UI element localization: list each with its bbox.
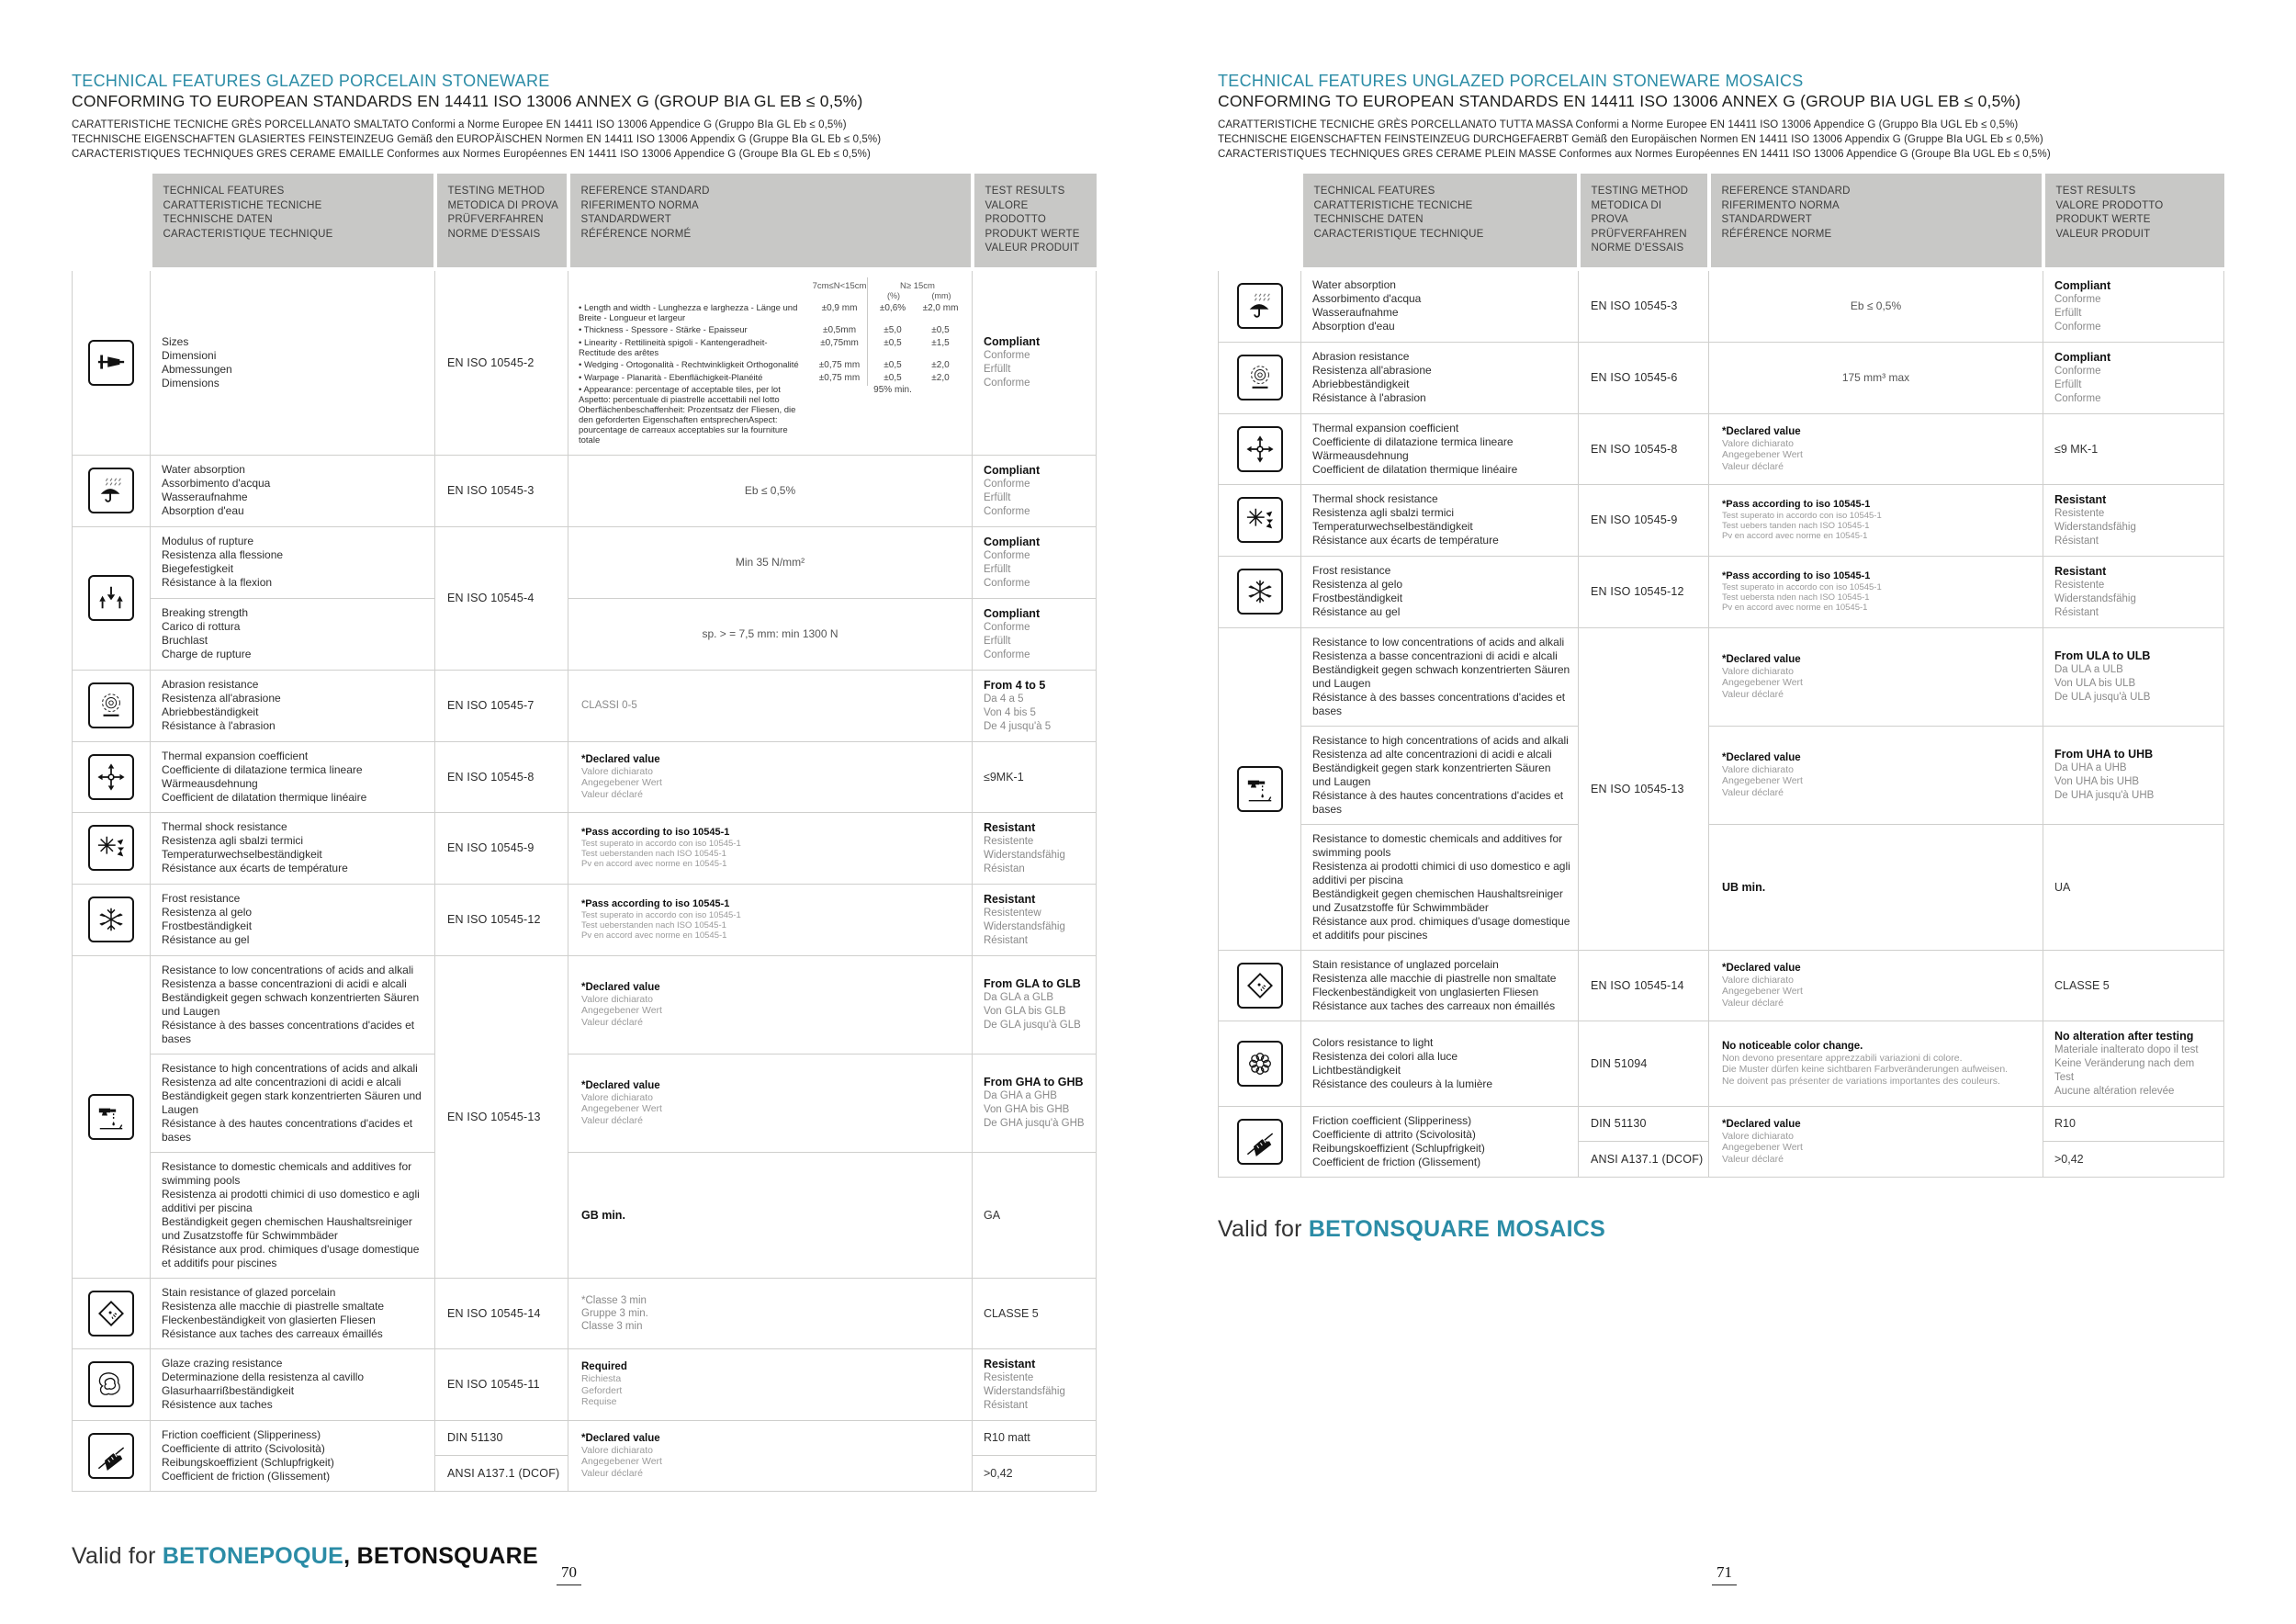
reference-standard-cell: No noticeable color change. Non devono presentare apprezzabili variazioni di colore. Die Muster dürfen keine sichtbaren Farbveränderungen aufweisen. Ne doivent pas présenter de variations importantes des couleurs. — [1709, 1021, 2043, 1106]
test-result-cell: No alteration after testing Materiale inalterato dopo il test Keine Veränderung nach dem Test Aucune altération relevée — [2043, 1021, 2224, 1106]
catalog-page-71 — [1218, 72, 2228, 1243]
test-result-cell: Compliant Conforme Erfüllt Conforme — [2043, 342, 2224, 413]
spec-row — [73, 1348, 1097, 1420]
reference-standard-cell: *Declared value Valore dichiarato Angegebener Wert Valeur déclaré — [1709, 950, 2043, 1021]
spec-row — [73, 1420, 1097, 1456]
spec-row — [1219, 1106, 2224, 1142]
water-absorption-icon — [88, 468, 134, 513]
testing-method-cell: EN ISO 10545-13 — [1579, 627, 1709, 950]
icon-cell — [73, 526, 151, 670]
test-result-cell: CLASSE 5 — [973, 1278, 1097, 1348]
feature-cell: Sizes Dimensioni Abmessungen Dimensions — [151, 269, 435, 456]
test-result-cell: Resistant Resistentew Widerstandsfähig Résistant — [973, 884, 1097, 955]
icon-cell — [73, 1278, 151, 1348]
test-result-cell: Compliant Conforme Erfüllt Conforme — [973, 598, 1097, 670]
reference-standard-cell: Eb ≤ 0,5% — [568, 455, 973, 526]
size-tolerance-item: • Thickness - Spessore - Stärke - Epaisseur ±0,5mm ±5,0 ±0,5 — [579, 325, 950, 335]
test-result-cell: From 4 to 5 Da 4 a 5 Von 4 bis 5 De 4 jusqu'à 5 — [973, 670, 1097, 741]
test-result-cell: Resistant Resistente Widerstandsfähig Résistant — [2043, 484, 2224, 556]
test-result-cell: >0,42 — [2043, 1142, 2224, 1178]
reference-standard-cell: *Declared value Valore dichiarato Angegebener Wert Valeur déclaré — [1709, 627, 2043, 726]
icon-cell — [1219, 627, 1301, 950]
icon-cell — [73, 1420, 151, 1491]
column-header-reference-standard: REFERENCE STANDARD RIFERIMENTO NORMA STANDARDWERT RÉFÉRENCE NORME — [1709, 174, 2043, 269]
reference-standard-cell: Required Richiesta Gefordert Requise — [568, 1348, 973, 1420]
conformity-lines — [72, 118, 1096, 162]
table-header-row — [73, 174, 1097, 269]
feature-cell: Resistance to domestic chemicals and additives for swimming pools Resistenza ai prodotti chimici di uso domestico e agli additivi per piscina Beständigkeit gegen chemischen Haushaltsreiniger und Zusatzstoffe für Schwimmbäder Résistance aux prod. chimiques d'usage domestique et additifs pour piscines — [151, 1152, 435, 1278]
icon-column-header — [1219, 174, 1301, 269]
spec-row — [73, 269, 1097, 456]
testing-method-cell: DIN 51130 — [435, 1420, 568, 1456]
reference-standard-cell: *Declared value Valore dichiarato Angegebener Wert Valeur déclaré — [1709, 726, 2043, 824]
caliper-icon — [88, 340, 134, 386]
feature-cell: Thermal shock resistance Resistenza agli sbalzi termici Temperaturwechselbeständigkeit Résistance aux écarts de température — [1301, 484, 1579, 556]
reference-standard-cell: *Pass according to iso 10545-1 Test superato in accordo con iso 10545-1 Test ueberstanden nach ISO 10545-1 Pv en accord avec norme en 10545-1 — [568, 884, 973, 955]
testing-method-cell: EN ISO 10545-14 — [1579, 950, 1709, 1021]
conformity-line-de: TECHNISCHE EIGENSCHAFTEN FEINSTEINZEUG DURCHGEFAERBT Gemäß den Europäischen Normen EN 14411 ISO 13006 Appendix G (Gruppe BIa UGL Eb ≤ 0,5%) — [1218, 134, 2043, 145]
test-result-cell: Compliant Conforme Erfüllt Conforme — [973, 455, 1097, 526]
test-result-cell: ≤9MK-1 — [973, 741, 1097, 812]
testing-method-cell: EN ISO 10545-6 — [1579, 342, 1709, 413]
spec-row — [1219, 342, 2224, 413]
test-result-cell: Resistant Resistente Widerstandsfähig Résistant — [2043, 556, 2224, 627]
icon-cell — [1219, 484, 1301, 556]
valid-for-brands — [1309, 1216, 1605, 1242]
spec-row — [1219, 556, 2224, 627]
spec-row — [73, 812, 1097, 884]
spec-row — [1219, 484, 2224, 556]
feature-cell: Friction coefficient (Slipperiness) Coefficiente di attrito (Scivolosità) Reibungskoeffizient (Schlupfrigkeit) Coefficient de friction (Glissement) — [151, 1420, 435, 1491]
feature-cell: Frost resistance Resistenza al gelo Frostbeständigkeit Résistance au gel — [151, 884, 435, 955]
flexure-icon — [88, 575, 134, 621]
brand-name: BETONSQUARE MOSAICS — [1308, 1215, 1606, 1242]
reference-standard-cell: *Declared value Valore dichiarato Angegebener Wert Valeur déclaré — [1709, 1106, 2043, 1177]
reference-standard-cell: CLASSI 0-5 — [568, 670, 973, 741]
feature-cell: Resistance to low concentrations of acids and alkali Resistenza a basse concentrazioni di acidi e alcali Beständigkeit gegen schwach konzentrierten Säuren und Laugen Résistance à des basses concentrations d'acides et bases — [1301, 627, 1579, 726]
valid-for-brands — [163, 1543, 538, 1569]
abrasion-icon — [88, 682, 134, 728]
column-header-test-results: TEST RESULTS VALORE PRODOTTO PRODUKT WERTE VALEUR PRODUIT — [973, 174, 1097, 269]
reference-standard-cell: *Pass according to iso 10545-1 Test superato in accordo con iso 10545-1 Test uebers tanden nach ISO 10545-1 Pv en accord avec norme en 10545-1 — [1709, 484, 2043, 556]
testing-method-cell: EN ISO 10545-7 — [435, 670, 568, 741]
spec-row — [73, 1054, 1097, 1152]
test-result-cell: From ULA to ULB Da ULA a ULB Von ULA bis ULB De ULA jusqu'à ULB — [2043, 627, 2224, 726]
test-result-cell: GA — [973, 1152, 1097, 1278]
icon-cell — [1219, 413, 1301, 484]
column-header-test-results: TEST RESULTS VALORE PRODOTTO PRODUKT WERTE VALEUR PRODUIT — [2043, 174, 2224, 269]
testing-method-cell: EN ISO 10545-8 — [1579, 413, 1709, 484]
testing-method-cell: EN ISO 10545-2 — [435, 269, 568, 456]
spec-row — [73, 455, 1097, 526]
valid-for-note — [1218, 1216, 2228, 1243]
testing-method-cell: EN ISO 10545-4 — [435, 526, 568, 670]
test-result-cell: CLASSE 5 — [2043, 950, 2224, 1021]
test-result-cell: Compliant Conforme Erfüllt Conforme — [2043, 269, 2224, 343]
reference-standard-cell — [568, 269, 973, 456]
feature-cell: Thermal expansion coefficient Coefficiente di dilatazione termica lineare Wärmeausdehnung Coefficient de dilatation thermique linéaire — [151, 741, 435, 812]
icon-cell — [73, 455, 151, 526]
test-result-cell: Compliant Conforme Erfüllt Conforme — [973, 526, 1097, 598]
spec-row — [73, 884, 1097, 955]
reference-standard-cell: *Pass according to iso 10545-1 Test superato in accordo con iso 10545-1 Test ueberstanden nach ISO 10545-1 Pv en accord avec norme en 10545-1 — [568, 812, 973, 884]
testing-method-cell: EN ISO 10545-13 — [435, 955, 568, 1278]
friction-icon — [88, 1433, 134, 1479]
feature-cell: Abrasion resistance Resistenza all'abrasione Abriebbeständigkeit Résistance à l'abrasion — [151, 670, 435, 741]
technical-spec-table — [72, 174, 1097, 1492]
chemical-icon — [88, 1094, 134, 1140]
feature-cell: Water absorption Assorbimento d'acqua Wasseraufnahme Absorption d'eau — [151, 455, 435, 526]
icon-cell — [1219, 1021, 1301, 1106]
brand-name: BETONEPOQUE — [162, 1542, 344, 1569]
size-tolerance-item: • Linearity - Rettilineità spigoli - Kantengeradheit- Rectitude des arêtes ±0,75mm ±0,5 ±1,5 — [579, 337, 950, 358]
size-tolerance-item: • Wedging - Ortogonalità - Rechtwinkligkeit Orthogonalité ±0,75 mm ±0,5 ±2,0 — [579, 360, 950, 370]
spec-row — [1219, 627, 2224, 726]
reference-standard-cell: GB min. — [568, 1152, 973, 1278]
conformity-line-fr: CARACTERISTIQUES TECHNIQUES GRES CERAME PLEIN MASSE Conformes aux Normes Européennes EN 14411 ISO 13006 Appendice G (Groupe BIa UGL Eb ≤ 0,5%) — [1218, 149, 2051, 160]
chemical-icon — [1237, 766, 1283, 812]
spec-row — [1219, 269, 2224, 343]
thermal-shock-icon — [1237, 497, 1283, 543]
water-absorption-icon — [1237, 283, 1283, 329]
feature-cell: Modulus of rupture Resistenza alla flessione Biegefestigkeit Résistance à la flexion — [151, 526, 435, 598]
spec-row — [1219, 1021, 2224, 1106]
feature-cell: Frost resistance Resistenza al gelo Frostbeständigkeit Résistance au gel — [1301, 556, 1579, 627]
spec-row — [73, 670, 1097, 741]
feature-cell: Stain resistance of unglazed porcelain Resistenza alle macchie di piastrelle non smaltate Fleckenbeständigkeit von unglasierten Fliesen Résistance aux taches des carreaux non émaillés — [1301, 950, 1579, 1021]
reference-standard-cell: 175 mm³ max — [1709, 342, 2043, 413]
column-header-technical-features: TECHNICAL FEATURES CARATTERISTICHE TECNICHE TECHNISCHE DATEN CARACTERISTIQUE TECHNIQUE — [1301, 174, 1579, 269]
testing-method-cell: DIN 51130 — [1579, 1106, 1709, 1142]
testing-method-cell: EN ISO 10545-11 — [435, 1348, 568, 1420]
icon-cell — [73, 741, 151, 812]
test-result-cell: Resistant Resistente Widerstandsfähig Résistan — [973, 812, 1097, 884]
column-header-testing-method: TESTING METHOD METODICA DI PROVA PRÜFVERFAHREN NORME D'ESSAIS — [1579, 174, 1709, 269]
test-result-cell: From GHA to GHB Da GHA a GHB Von GHA bis GHB De GHA jusqu'à GHB — [973, 1054, 1097, 1152]
feature-cell: Resistance to high concentrations of acids and alkali Resistenza ad alte concentrazioni di acidi e alcali Beständigkeit gegen stark konzentrierten Säuren und Laugen Résistance à des hautes concentrations d'acides et bases — [151, 1054, 435, 1152]
spec-table-unglazed-mosaics — [1218, 174, 2228, 1178]
feature-cell: Resistance to low concentrations of acids and alkali Resistenza a basse concentrazioni di acidi e alcali Beständigkeit gegen schwach konzentrierten Säuren und Laugen Résistance à des basses concentrations d'acides et bases — [151, 955, 435, 1054]
page-number-right: 71 — [1712, 1563, 1737, 1585]
icon-column-header — [73, 174, 151, 269]
spec-row — [1219, 824, 2224, 950]
spec-row — [73, 1152, 1097, 1278]
testing-method-cell: EN ISO 10545-9 — [435, 812, 568, 884]
reference-standard-cell: *Declared value Valore dichiarato Angegebener Wert Valeur déclaré — [568, 955, 973, 1054]
test-result-cell: Resistant Resistente Widerstandsfähig Résistant — [973, 1348, 1097, 1420]
spec-row — [73, 526, 1097, 598]
thermal-expansion-icon — [88, 754, 134, 800]
icon-cell — [1219, 1106, 1301, 1177]
reference-standard-cell: *Declared value Valore dichiarato Angegebener Wert Valeur déclaré — [1709, 413, 2043, 484]
reference-standard-cell: Min 35 N/mm² — [568, 526, 973, 598]
testing-method-cell: EN ISO 10545-9 — [1579, 484, 1709, 556]
icon-cell — [73, 812, 151, 884]
reference-standard-cell: *Declared value Valore dichiarato Angegebener Wert Valeur déclaré — [568, 1420, 973, 1491]
frost-icon — [1237, 569, 1283, 615]
test-result-cell: R10 — [2043, 1106, 2224, 1142]
spec-row — [73, 741, 1097, 812]
feature-cell: Glaze crazing resistance Determinazione della resistenza al cavillo Glasurhaarrißbeständigkeit Résistence aux taches — [151, 1348, 435, 1420]
valid-for-note — [72, 1543, 1096, 1570]
reference-standard-cell: Eb ≤ 0,5% — [1709, 269, 2043, 343]
reference-standard-cell: *Declared value Valore dichiarato Angegebener Wert Valeur déclaré — [568, 741, 973, 812]
feature-cell: Colors resistance to light Resistenza dei colori alla luce Lichtbeständigkeit Résistance des couleurs à la lumière — [1301, 1021, 1579, 1106]
test-result-cell: ≤9 MK-1 — [2043, 413, 2224, 484]
testing-method-cell: ANSI A137.1 (DCOF) — [435, 1456, 568, 1492]
size-tolerance-item: • Warpage - Planarità - Ebenflächigkeit-Planéité ±0,75 mm ±0,5 ±2,0 — [579, 372, 950, 383]
icon-cell — [1219, 342, 1301, 413]
column-header-reference-standard: REFERENCE STANDARD RIFERIMENTO NORMA STANDARDWERT RÉFÉRENCE NORMÉ — [568, 174, 973, 269]
frost-icon — [88, 897, 134, 942]
stain-icon — [88, 1291, 134, 1336]
testing-method-cell: EN ISO 10545-12 — [435, 884, 568, 955]
page-title: TECHNICAL FEATURES GLAZED PORCELAIN STONEWARE — [72, 72, 550, 90]
stain-icon — [1237, 963, 1283, 1009]
catalog-page-70 — [72, 72, 1096, 1570]
feature-cell: Resistance to high concentrations of acids and alkali Resistenza ad alte concentrazioni di acidi e alcali Beständigkeit gegen stark konzentrierten Säuren und Laugen Résistance à des hautes concentrations d'acides et bases — [1301, 726, 1579, 824]
conformity-heading: CONFORMING TO EUROPEAN STANDARDS EN 14411 ISO 13006 ANNEX G (GROUP BIA UGL EB ≤ 0,5%) — [1218, 92, 2021, 110]
icon-cell — [1219, 556, 1301, 627]
glaze-crazing-icon — [88, 1361, 134, 1407]
icon-cell — [73, 269, 151, 456]
icon-cell — [73, 670, 151, 741]
reference-standard-cell: UB min. — [1709, 824, 2043, 950]
reference-standard-cell: *Declared value Valore dichiarato Angegebener Wert Valeur déclaré — [568, 1054, 973, 1152]
reference-standard-cell: sp. > = 7,5 mm: min 1300 N — [568, 598, 973, 670]
valid-for-label: Valid for — [72, 1542, 163, 1569]
icon-cell — [1219, 950, 1301, 1021]
abrasion-icon — [1237, 355, 1283, 400]
icon-cell — [73, 884, 151, 955]
test-result-cell: From GLA to GLB Da GLA a GLB Von GLA bis GLB De GLA jusqu'à GLB — [973, 955, 1097, 1054]
test-result-cell: R10 matt — [973, 1420, 1097, 1456]
test-result-cell: >0,42 — [973, 1456, 1097, 1492]
feature-cell: Resistance to domestic chemicals and additives for swimming pools Resistenza ai prodotti chimici di uso domestico e agli additivi per piscina Beständigkeit gegen chemischen Haushaltsreiniger und Zusatzstoffe für Schwimmbäder Résistance aux prod. chimiques d'usage domestique et additifs pour piscines — [1301, 824, 1579, 950]
icon-cell — [1219, 269, 1301, 343]
thermal-shock-icon — [88, 825, 134, 871]
conformity-line-de: TECHNISCHE EIGENSCHAFTEN GLASIERTES FEINSTEINZEUG Gemäß den EUROPÄISCHEN Normen EN 14411 ISO 13006 Appendix G (Gruppe BIa GL Eb ≤ 0,5%) — [72, 134, 882, 145]
feature-cell: Thermal expansion coefficient Coefficiente di dilatazione termica lineare Wärmeausdehnung Coefficient de dilatation thermique linéaire — [1301, 413, 1579, 484]
test-result-cell: Compliant Conforme Erfüllt Conforme — [973, 269, 1097, 456]
valid-for-label: Valid for — [1218, 1215, 1309, 1242]
color-light-icon — [1237, 1041, 1283, 1087]
size-tolerance-item: • Appearance: percentage of acceptable tiles, per lot Aspetto: percentuale di piastrelle accettabili nel lotto Oberflächenbeschaffenheit: Prozentsatz der Fliesen, die den geforderten Eigenschaften entsprechenAspect: pourcentage de carreaux acceptables sur la fourniture totale 95% min. — [579, 385, 912, 445]
size-tolerance-item: • Length and width - Lunghezza e larghezza - Länge und Breite - Longueur et largeur ±0,9 mm ±0,6% ±2,0 mm — [579, 302, 959, 323]
conformity-line-it: CARATTERISTICHE TECNICHE GRÈS PORCELLANATO SMALTATO Conformi a Norme Europee EN 14411 ISO 13006 Appendice G (Gruppo BIa GL Eb ≤ 0,5%) — [72, 119, 847, 130]
icon-cell — [73, 1348, 151, 1420]
feature-cell: Friction coefficient (Slipperiness) Coefficiente di attrito (Scivolosità) Reibungskoeffizient (Schlupfrigkeit) Coefficient de friction (Glissement) — [1301, 1106, 1579, 1177]
testing-method-cell: DIN 51094 — [1579, 1021, 1709, 1106]
feature-cell: Thermal shock resistance Resistenza agli sbalzi termici Temperaturwechselbeständigkeit Résistance aux écarts de température — [151, 812, 435, 884]
spec-row — [1219, 726, 2224, 824]
conformity-line-fr: CARACTERISTIQUES TECHNIQUES GRES CERAME EMAILLE Conformes aux Normes Européennes EN 14411 ISO 13006 Appendice G (Groupe BIa GL Eb ≤ 0,5%) — [72, 149, 871, 160]
feature-cell: Abrasion resistance Resistenza all'abrasione Abriebbeständigkeit Résistance à l'abrasion — [1301, 342, 1579, 413]
technical-spec-table — [1218, 174, 2224, 1178]
column-header-technical-features: TECHNICAL FEATURES CARATTERISTICHE TECNICHE TECHNISCHE DATEN CARACTERISTIQUE TECHNIQUE — [151, 174, 435, 269]
reference-standard-cell: *Pass according to iso 10545-1 Test superato in accordo con iso 10545-1 Test uebersta nden nach ISO 10545-1 Pv en accord avec norme en 10545-1 — [1709, 556, 2043, 627]
testing-method-cell: EN ISO 10545-14 — [435, 1278, 568, 1348]
testing-method-cell: EN ISO 10545-3 — [435, 455, 568, 526]
brand-name: , — [343, 1542, 357, 1569]
test-result-cell: UA — [2043, 824, 2224, 950]
table-header-row — [1219, 174, 2224, 269]
page-title: TECHNICAL FEATURES UNGLAZED PORCELAIN STONEWARE MOSAICS — [1218, 72, 1804, 90]
feature-cell: Breaking strength Carico di rottura Bruchlast Charge de rupture — [151, 598, 435, 670]
page-number-left: 70 — [557, 1563, 581, 1585]
conformity-heading: CONFORMING TO EUROPEAN STANDARDS EN 14411 ISO 13006 ANNEX G (GROUP BIA GL EB ≤ 0,5%) — [72, 92, 863, 110]
size-tolerances-block: 7cm≤N<15cm N≥ 15cm (%) (mm) • Length and width - Lunghezza e larghezza - Länge und Breite - Longueur et largeur ±0,9 mm ±0,6% ±2,0 mm • Thickness - Spessore - Stärke - Epaisseur ±0,5mm ±5,0 ±0,5 • Linearity - Rettilineità spigoli - Kantengeradheit- Rectitude des arêtes ±0,75mm ±0,5 ±1,5 • Wedging - Ortogonalità - Rechtwinkligkeit Orthogonalité ±0,75 mm ±0,5 ±2,0 • Warpage - Planarità - Ebenflächigkeit-Planéité ±0,75 mm ±0,5 ±2,0 • Appearance: percentage of acceptable tiles, per lot Aspetto: percentuale di piastrelle accettabili nel lotto Oberflächenbeschaffenheit: Prozentsatz der Fliesen, die den geforderten Eigenschaften entsprechenAspect: pourcentage de carreaux acceptables sur la fourniture totale 95% min. — [569, 272, 971, 454]
conformity-lines — [1218, 118, 2228, 162]
column-header-testing-method: TESTING METHOD METODICA DI PROVA PRÜFVERFAHREN NORME D'ESSAIS — [435, 174, 568, 269]
spec-row — [73, 955, 1097, 1054]
testing-method-cell: EN ISO 10545-12 — [1579, 556, 1709, 627]
feature-cell: Water absorption Assorbimento d'acqua Wasseraufnahme Absorption d'eau — [1301, 269, 1579, 343]
spec-row — [1219, 413, 2224, 484]
test-result-cell: From UHA to UHB Da UHA a UHB Von UHA bis UHB De UHA jusqu'à UHB — [2043, 726, 2224, 824]
conformity-line-it: CARATTERISTICHE TECNICHE GRÈS PORCELLANATO TUTTA MASSA Conformi a Norme Europee EN 14411 ISO 13006 Appendice G (Gruppo BIa UGL Eb ≤ 0,5%) — [1218, 119, 2019, 130]
spec-row — [73, 598, 1097, 670]
spec-table-glazed — [72, 174, 1096, 1492]
brand-name: BETONSQUARE — [356, 1542, 538, 1569]
testing-method-cell: EN ISO 10545-8 — [435, 741, 568, 812]
spec-row — [1219, 950, 2224, 1021]
testing-method-cell: ANSI A137.1 (DCOF) — [1579, 1142, 1709, 1178]
testing-method-cell: EN ISO 10545-3 — [1579, 269, 1709, 343]
friction-icon — [1237, 1119, 1283, 1165]
icon-cell — [73, 955, 151, 1278]
thermal-expansion-icon — [1237, 426, 1283, 472]
feature-cell: Stain resistance of glazed porcelain Resistenza alle macchie di piastrelle smaltate Fleckenbeständigkeit von glasierten Fliesen Résistance aux taches des carreaux émaillés — [151, 1278, 435, 1348]
reference-standard-cell: *Classe 3 min Gruppe 3 min. Classe 3 min — [568, 1278, 973, 1348]
spec-row — [73, 1278, 1097, 1348]
